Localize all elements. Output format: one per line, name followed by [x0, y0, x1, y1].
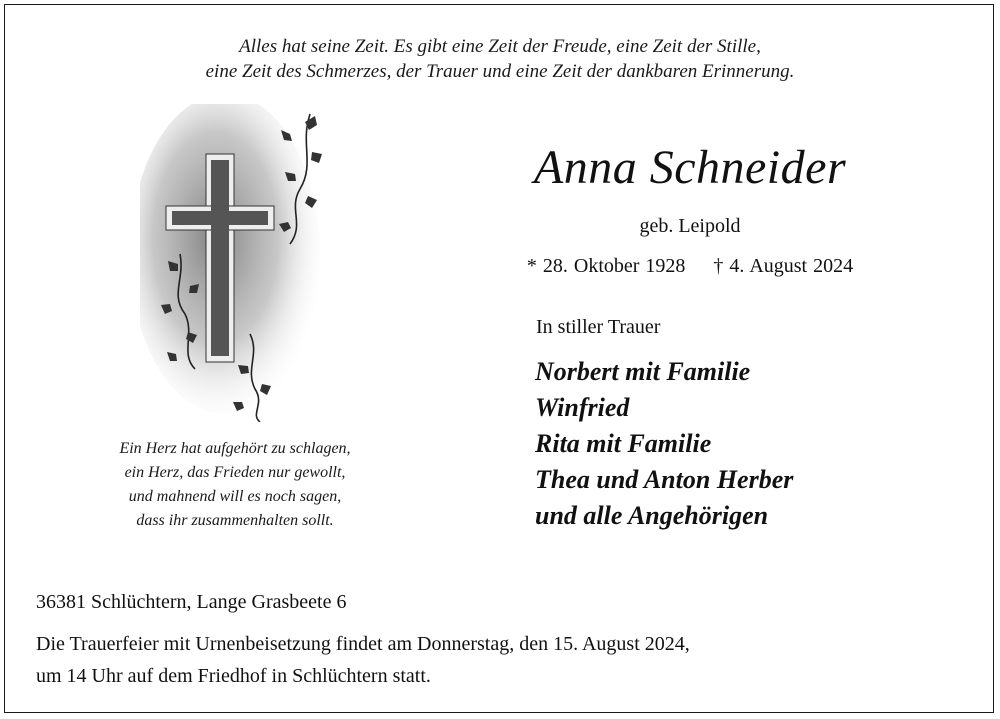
poem-line: dass ihr zusammenhalten sollt.: [136, 512, 334, 529]
death-date: † 4. August 2024: [713, 255, 854, 277]
cross-with-ivy-icon: [140, 104, 330, 422]
ceremony-line: Die Trauerfeier mit Urnenbeisetzung findet am Donnerstag, den 15. August 2024,: [36, 633, 690, 655]
poem: [70, 437, 400, 533]
mourner-entry: Norbert mit Familie: [535, 357, 751, 386]
mourner-entry: und alle Angehörigen: [535, 501, 769, 530]
poem-line: Ein Herz hat aufgehört zu schlagen,: [119, 440, 351, 457]
motto-line: Alles hat seine Zeit. Es gibt eine Zeit der Freude, eine Zeit der Stille,: [239, 36, 761, 57]
life-dates: [430, 252, 950, 280]
birth-date: * 28. Oktober 1928: [526, 255, 686, 277]
mourners-list: [535, 354, 793, 534]
poem-line: und mahnend will es noch sagen,: [128, 488, 342, 505]
mourner-entry: Rita mit Familie: [535, 429, 712, 458]
ceremony-info: [36, 628, 690, 692]
poem-line: ein Herz, das Frieden nur gewollt,: [124, 464, 346, 481]
motto-line: eine Zeit des Schmerzes, der Trauer und eine Zeit der dankbaren Erinnerung.: [205, 61, 795, 82]
maiden-name: geb. Leipold: [639, 215, 741, 237]
address: 36381 Schlüchtern, Lange Grasbeete 6: [36, 591, 347, 613]
mourning-intro: In stiller Trauer: [536, 316, 661, 338]
mourner-entry: Winfried: [535, 393, 630, 422]
ceremony-line: um 14 Uhr auf dem Friedhof in Schlüchtern statt.: [36, 665, 431, 687]
deceased-name: Anna Schneider: [533, 141, 847, 194]
motto-quote: [0, 34, 1000, 84]
mourner-entry: Thea und Anton Herber: [535, 465, 794, 494]
